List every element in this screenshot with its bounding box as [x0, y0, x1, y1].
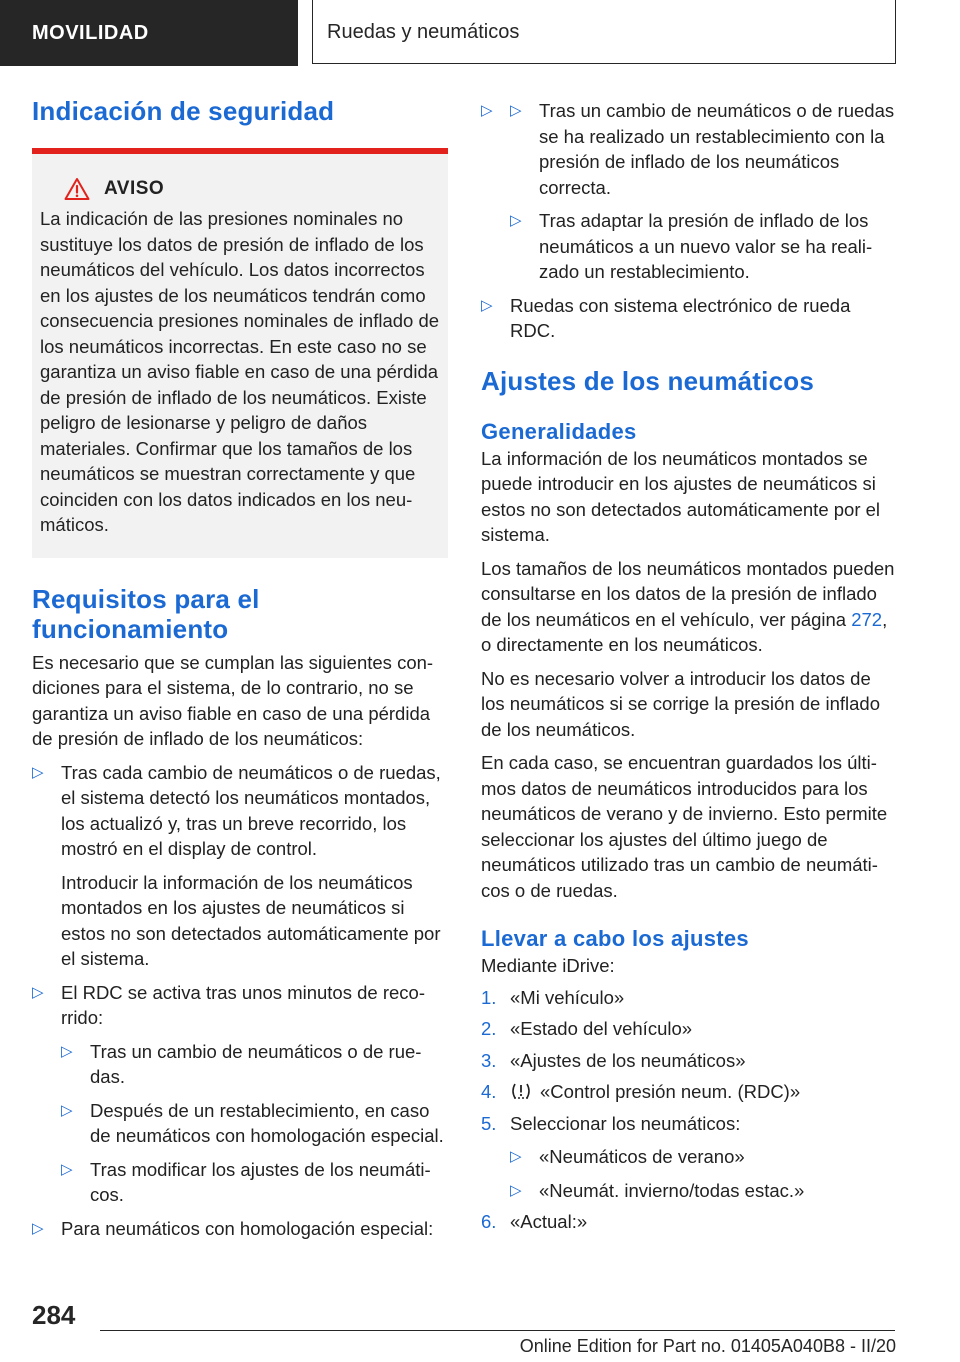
paragraph: En cada caso, se encuentran guardados los últimos datos de neumáticos introducidos para los neumáticos de verano y de invierno. Esto permite seleccionar los ajustes del último juego de neumáticos utilizado tras un cambio de neumáticos o de ruedas.: [481, 752, 888, 901]
list-item-text: El RDC se activa tras unos minutos de recorrido:: [61, 981, 425, 1028]
list-item: [32, 980, 448, 1208]
heading-perform: Llevar a cabo los ajustes: [481, 926, 749, 951]
heading-safety: Indicación de seguridad: [32, 96, 335, 126]
sub-list-item: ▷ Después de un restablecimiento, en caso de neumáticos con homologación especial.: [61, 1098, 448, 1149]
sub-list: [61, 1039, 448, 1208]
list-item: [481, 98, 897, 285]
sub-list-item: ▷ «Neumáticos de verano»: [510, 1144, 897, 1170]
warning-title: AVISO: [104, 178, 165, 199]
continued-list: [481, 98, 897, 285]
steps-list: [481, 985, 897, 1235]
step-item: 3. «Ajustes de los neumáticos»: [481, 1049, 746, 1071]
page-link[interactable]: 272: [851, 608, 883, 630]
page-number: 284: [32, 1300, 76, 1330]
warning-triangle-icon: [64, 177, 90, 201]
chapter-label: Ruedas y neumáticos: [312, 0, 896, 64]
footer-divider: [100, 1330, 895, 1331]
list-item-extra: Introducir la información de los neumáticos montados en los ajustes de neumáticos si estos no son detectados automáticamente por el sistema.: [61, 871, 441, 969]
list-item: ▷ Ruedas con sistema electrónico de rueda RDC.: [481, 293, 897, 344]
paragraph: La información de los neumáticos montados se puede introducir en los ajustes de neumáticos si estos no son detectados automáticamente por el sistema.: [481, 447, 881, 545]
requirements-list: [32, 760, 448, 1242]
sub-list-item: ▷ Tras adaptar la presión de inflado de los neumáticos a un nuevo valor se ha realizado un restablecimiento.: [510, 208, 897, 285]
edition-text: Online Edition for Part no. 01405A040B8 - II/20: [519, 1336, 896, 1356]
sub-list: [510, 1144, 897, 1203]
warning-text: La indicación de las presiones nominales no sustituye los datos de presión de inflado de los neumáticos del vehículo. Los datos incorrectos en los ajustes de los neumáticos tendrán como consecuencia presiones nominales de inflado de los neumáticos incorrectas. En este caso no se garantiza un aviso fiable en caso de una pérdida de presión de inflado de los neumáticos. Existe peligro de lesionarse y peligro de daños materiales. Confirmar que los tamaños de los neumáticos se muestran correctamente y que coinciden con los datos indicados en los neumáticos.: [40, 208, 440, 535]
heading-settings: Ajustes de los neumáticos: [481, 365, 814, 396]
warning-header: [40, 176, 440, 202]
step-item: 5. Seleccionar los neumáticos: ▷ «Neumáticos de verano» ▷ «Neumát. invierno/todas estac.»: [481, 1111, 897, 1204]
requirements-intro: Es necesario que se cumplan las siguientes condiciones para el sistema, de lo contrario, no se garantiza un aviso fiable en caso de una pérdida de presión de inflado de los neumáticos:: [32, 651, 434, 749]
right-column: [481, 98, 897, 1235]
list-item: [32, 760, 448, 972]
heading-general: Generalidades: [481, 418, 637, 444]
warning-box: [32, 148, 448, 558]
section-label: MOVILIDAD: [0, 0, 298, 66]
list-item: ▷ Para neumáticos con homologación especial:: [32, 1216, 448, 1242]
step-item: 4. «Control presión neum. (RDC)»: [481, 1081, 801, 1102]
sub-list: [510, 98, 897, 285]
step-item: 2. «Estado del vehículo»: [481, 1018, 693, 1039]
sub-list-item: ▷ ▷ Tras un cambio de neumáticos o de ruedas se ha realizado un restablecimiento con la presión de inflado de los neumáticos correcta.: [510, 98, 897, 200]
idrive-intro: Mediante iDrive:: [481, 955, 615, 976]
tire-pressure-icon: [510, 1081, 532, 1101]
list-item-text: Tras cada cambio de neumáticos o de ruedas, el sistema detectó los neumáticos montados, los actualizó y, tras un breve recorrido, los mostró en el display de control.: [61, 761, 441, 859]
page-header: [0, 0, 960, 66]
paragraph: Los tamaños de los neumáticos montados pueden consultarse en los datos de la presión de inflado de los neumáticos en el vehículo, ver página 272, o directamente en los neumáticos.: [481, 557, 895, 655]
heading-requirements: Requisitos para el funcionamiento: [32, 583, 260, 644]
left-column: [32, 96, 448, 1241]
step-item: 1. «Mi vehículo»: [481, 986, 625, 1008]
step-item: 6. «Actual:»: [481, 1211, 588, 1232]
sub-list-item: ▷ «Neumát. invierno/todas estac.»: [510, 1178, 897, 1204]
rdc-list: [481, 293, 897, 344]
paragraph: No es necesario volver a introducir los datos de los neumáticos si se corrige la presión de inflado de los neumáticos.: [481, 667, 880, 740]
sub-list-item: ▷ Tras modificar los ajustes de los neumáticos.: [61, 1157, 448, 1208]
sub-list-item: ▷ Tras un cambio de neumáticos o de ruedas.: [61, 1039, 448, 1090]
